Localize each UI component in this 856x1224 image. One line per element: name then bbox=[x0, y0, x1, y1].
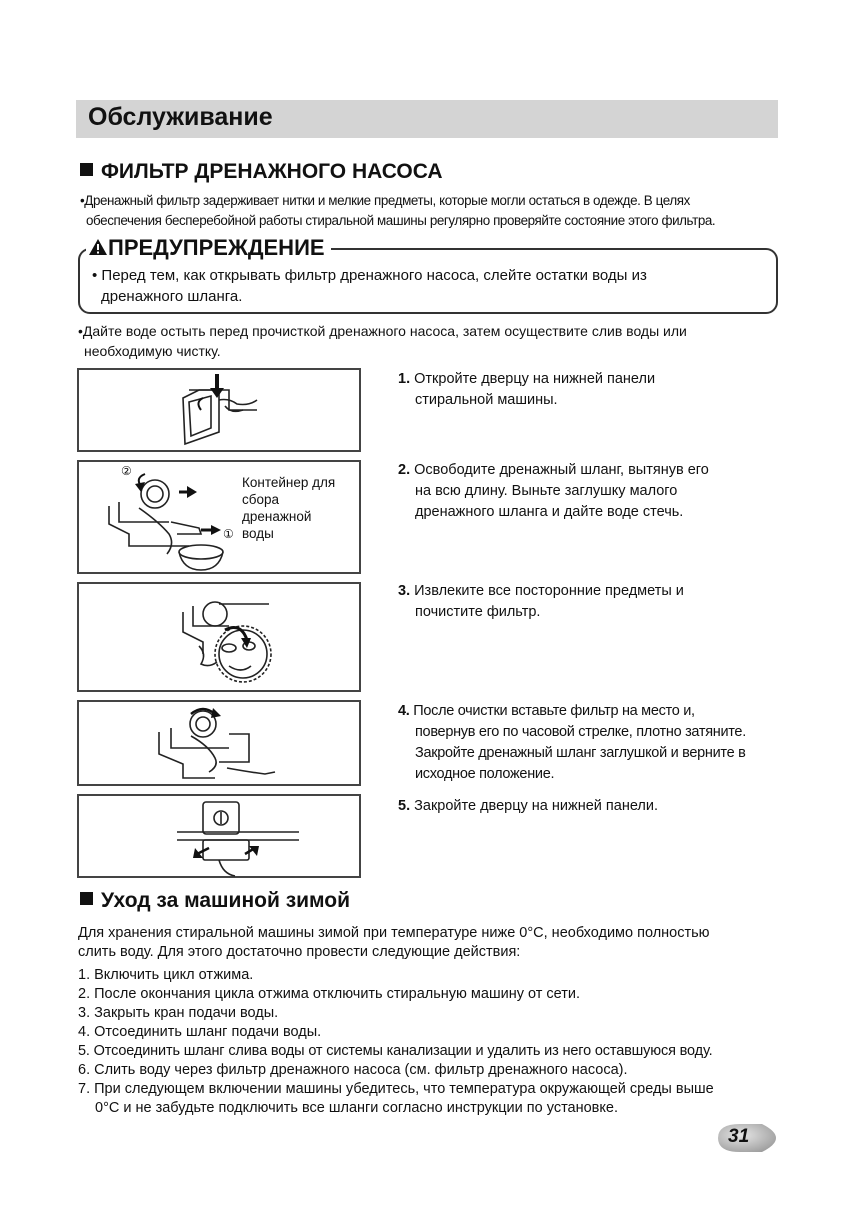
list-item: 4. Отсоединить шланг подачи воды. bbox=[78, 1024, 322, 1040]
container-label: Контейнер для сбора дренажной воды bbox=[242, 475, 336, 541]
page-number-badge bbox=[716, 1121, 778, 1160]
list-item: 6. Слить воду через фильтр дренажного насоса (см. фильтр дренажного насоса). bbox=[78, 1062, 628, 1078]
drain-filter-intro: •Дренажный фильтр задерживает нитки и мелкие предметы, которые могли остаться в одежде. В целях обеспечения бесперебойной работы стиральной машины регулярно проверяйте состояние этого фильтра. bbox=[80, 193, 716, 228]
cooling-note: •Дайте воде остыть перед прочисткой дренажного насоса, затем осуществите слив воды или необходимую чистку. bbox=[78, 323, 687, 359]
list-item: 2. После окончания цикла отжима отключить стиральную машину от сети. bbox=[78, 986, 581, 1002]
list-item-continuation: 0°С и не забудьте подключить все шланги согласно инструкции по установке. bbox=[95, 1100, 618, 1116]
figure-close-door bbox=[77, 794, 361, 878]
warning-text: • Перед тем, как открывать фильтр дренажного насоса, слейте остатки воды из дренажного шланга. bbox=[92, 267, 647, 305]
figure-open-door bbox=[77, 368, 361, 452]
drain-filter-heading: ФИЛЬТР ДРЕНАЖНОГО НАСОСА bbox=[80, 160, 443, 184]
list-item: 5. Отсоединить шланг слива воды от системы канализации и удалить из него оставшуюся воду. bbox=[78, 1043, 713, 1059]
figure-drain-hose bbox=[77, 460, 361, 574]
marker-one: ① bbox=[223, 527, 234, 541]
winter-intro: Для хранения стиральной машины зимой при температуре ниже 0°С, необходимо полностью слить воду. Для этого достаточно провести следующие действия: bbox=[78, 925, 710, 960]
section-title-bar bbox=[76, 100, 778, 138]
step-5: 5. Закройте дверцу на нижней панели. bbox=[398, 798, 659, 814]
page-number: 31 bbox=[728, 1126, 750, 1147]
page-title: Обслуживание bbox=[88, 103, 273, 131]
figure-reinstall-filter bbox=[77, 700, 361, 786]
marker-two: ② bbox=[121, 464, 132, 478]
clean-filter-illustration bbox=[79, 584, 363, 694]
list-item: 1. Включить цикл отжима. bbox=[78, 967, 254, 983]
step-1: 1. Откройте дверцу на нижней панели стиральной машины. bbox=[398, 371, 656, 408]
winter-heading: Уход за машиной зимой bbox=[80, 889, 350, 913]
warning-title: ПРЕДУПРЕЖДЕНИЕ bbox=[86, 235, 331, 261]
close-door-illustration bbox=[79, 796, 363, 880]
warning-triangle-icon bbox=[88, 238, 108, 256]
list-item: 3. Закрыть кран подачи воды. bbox=[78, 1005, 279, 1021]
step-3: 3. Извлеките все посторонние предметы и почистите фильтр. bbox=[398, 583, 684, 620]
figure-clean-filter bbox=[77, 582, 361, 692]
step-4: 4. После очистки вставьте фильтр на место и, повернув его по часовой стрелке, плотно затяните. Закройте дренажный шланг заглушкой и верните в исходное положение. bbox=[398, 703, 746, 782]
list-item: 7. При следующем включении машины убедитесь, что температура окружающей среды выше bbox=[78, 1081, 714, 1097]
square-bullet-icon bbox=[80, 163, 93, 176]
open-door-illustration bbox=[79, 370, 363, 454]
winter-steps-list bbox=[78, 966, 798, 1118]
step-2: 2. Освободите дренажный шланг, вытянув его на всю длину. Выньте заглушку малого дренажного шланга и дайте воде стечь. bbox=[398, 462, 709, 520]
square-bullet-icon bbox=[80, 892, 93, 905]
reinstall-filter-illustration bbox=[79, 702, 363, 788]
